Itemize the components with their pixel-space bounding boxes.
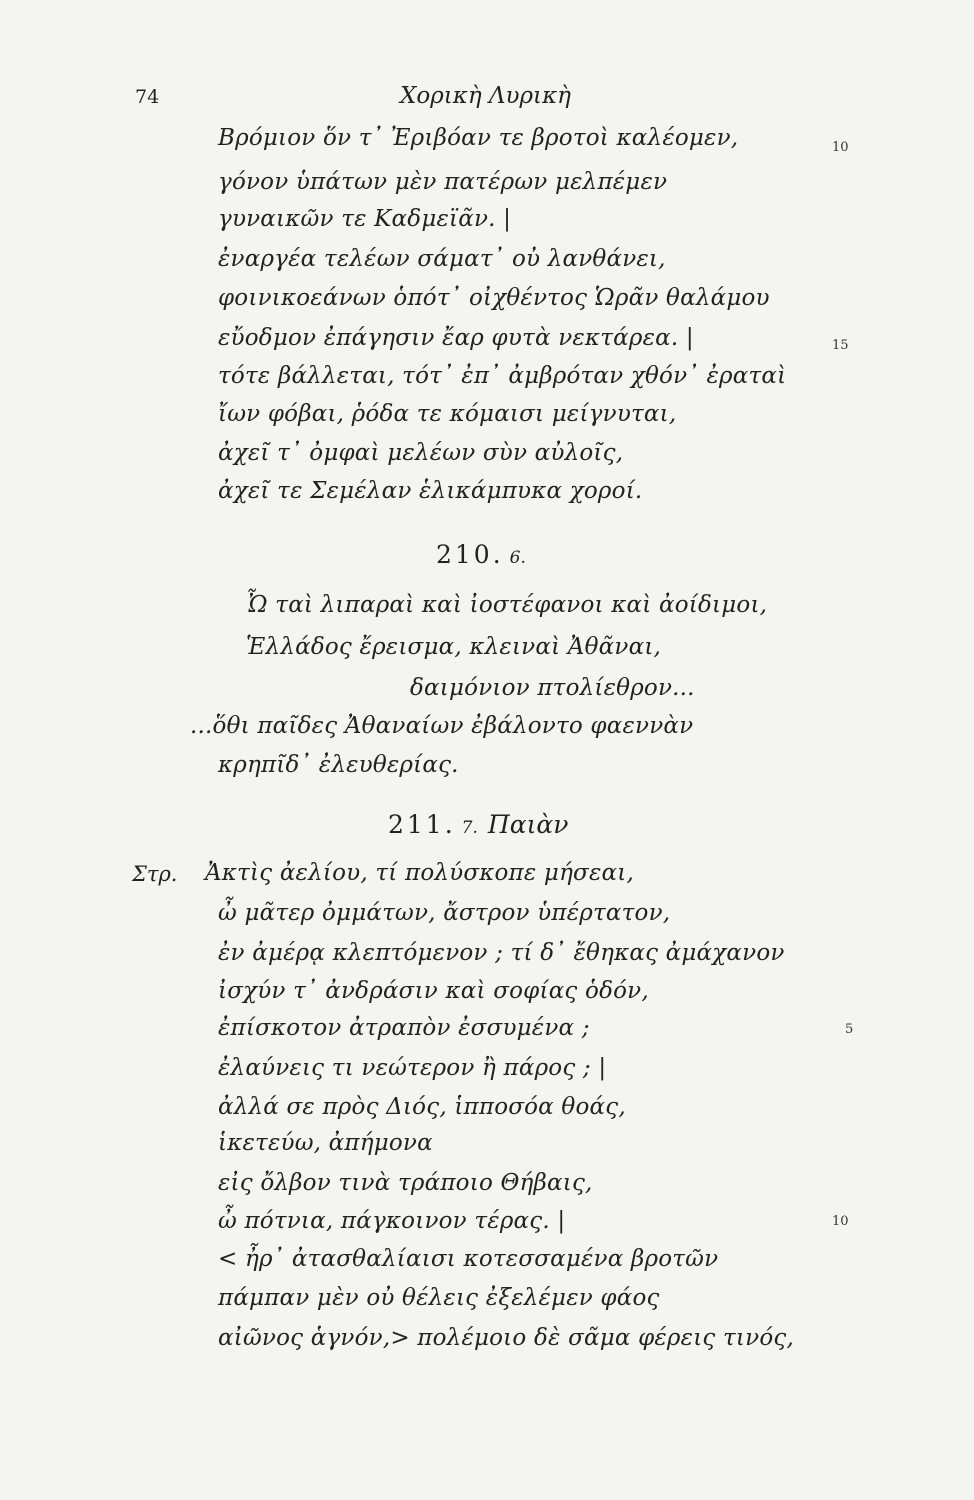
verse-line: ἰσχύν τ᾽ ἀνδράσιν καὶ σοφίας ὁδόν, [218, 978, 649, 1004]
line-number: 10 [832, 1214, 849, 1229]
verse-line: < ἦρ᾽ ἀτασθαλίαισι κοτεσσαμένα βροτῶν [218, 1246, 719, 1272]
verse-line: Ὦ ταὶ λιπαραὶ καὶ ἰοστέφανοι καὶ ἀοίδιμοι, [246, 592, 768, 618]
verse-line: ...ὅθι παῖδες Ἀθαναίων ἐβάλοντο φαεννὰν [190, 713, 694, 739]
verse-line: ἀχεῖ τε Σεμέλαν ἑλικάμπυκα χοροί. [218, 478, 643, 504]
verse-line: ἀλλά σε πρὸς Διός, ἱπποσόα θοάς, [218, 1094, 626, 1120]
page-number: 74 [135, 86, 160, 108]
fragment-title: Παιὰν [487, 810, 569, 839]
verse-line: ὦ μᾶτερ ὀμμάτων, ἄστρον ὑπέρτατον, [218, 900, 671, 926]
line-number: 5 [845, 1022, 854, 1037]
verse-line: Βρόμιον ὅν τ᾽ Ἐριβόαν τε βροτοὶ καλέομεν, [218, 125, 739, 151]
verse-line: ἴων φόβαι, ῥόδα τε κόμαισι μείγνυται, [218, 401, 677, 427]
verse-line: εὔοδμον ἐπάγησιν ἔαρ φυτὰ νεκτάρεα. | [218, 325, 694, 351]
verse-line: εἰς ὄλβον τινὰ τράποιο Θήβαις, [218, 1170, 593, 1196]
fragment-210-heading [436, 540, 526, 569]
verse-line: ὦ πότνια, πάγκοινον τέρας. | [218, 1208, 566, 1234]
fragment-211-heading [388, 810, 568, 839]
verse-line: ἐναργέα τελέων σάματ᾽ οὐ λανθάνει, [218, 246, 666, 272]
verse-line: Ἀκτὶς ἀελίου, τί πολύσκοπε μήσεαι, [205, 860, 634, 886]
verse-line: γόνον ὑπάτων μὲν πατέρων μελπέμεν [218, 169, 668, 195]
fragment-number: 210. [436, 540, 504, 569]
line-number: 10 [832, 140, 849, 155]
verse-line: πάμπαν μὲν οὐ θέλεις ἐξελέμεν φάος [218, 1285, 660, 1311]
running-title: Χορικὴ Λυρικὴ [400, 83, 571, 109]
verse-line: ἱκετεύω, ἀπήμονα [218, 1130, 433, 1156]
verse-line: ἐπίσκοτον ἀτραπὸν ἐσσυμένα ; [218, 1015, 590, 1041]
fragment-subnumber: 7. [461, 818, 478, 838]
fragment-number: 211. [388, 810, 456, 839]
verse-line: ἐν ἀμέρᾳ κλεπτόμενον ; τί δ᾽ ἔθηκας ἀμάχανον [218, 940, 785, 966]
verse-line: δαιμόνιον πτολίεθρον... [410, 675, 695, 701]
verse-line: ἀχεῖ τ᾽ ὀμφαὶ μελέων σὺν αὐλοῖς, [218, 440, 624, 466]
fragment-subnumber: 6. [509, 548, 526, 568]
verse-line: Ἑλλάδος ἔρεισμα, κλειναὶ Ἀθᾶναι, [246, 634, 662, 660]
verse-line: κρηπῖδ᾽ ἐλευθερίας. [218, 752, 459, 778]
line-number: 15 [832, 338, 849, 353]
verse-line: γυναικῶν τε Καδμεϊᾶν. | [218, 206, 512, 232]
strophe-label: Στρ. [132, 862, 178, 886]
verse-line: τότε βάλλεται, τότ᾽ ἐπ᾽ ἀμβρόταν χθόν᾽ ἐραταὶ [218, 363, 787, 389]
verse-line: ἐλαύνεις τι νεώτερον ἢ πάρος ; | [218, 1055, 607, 1081]
verse-line: φοινικοεάνων ὁπότ᾽ οἰχθέντος Ὡρᾶν θαλάμου [218, 285, 770, 311]
verse-line: αἰῶνος ἁγνόν,> πολέμοιο δὲ σᾶμα φέρεις τινός, [218, 1325, 794, 1351]
